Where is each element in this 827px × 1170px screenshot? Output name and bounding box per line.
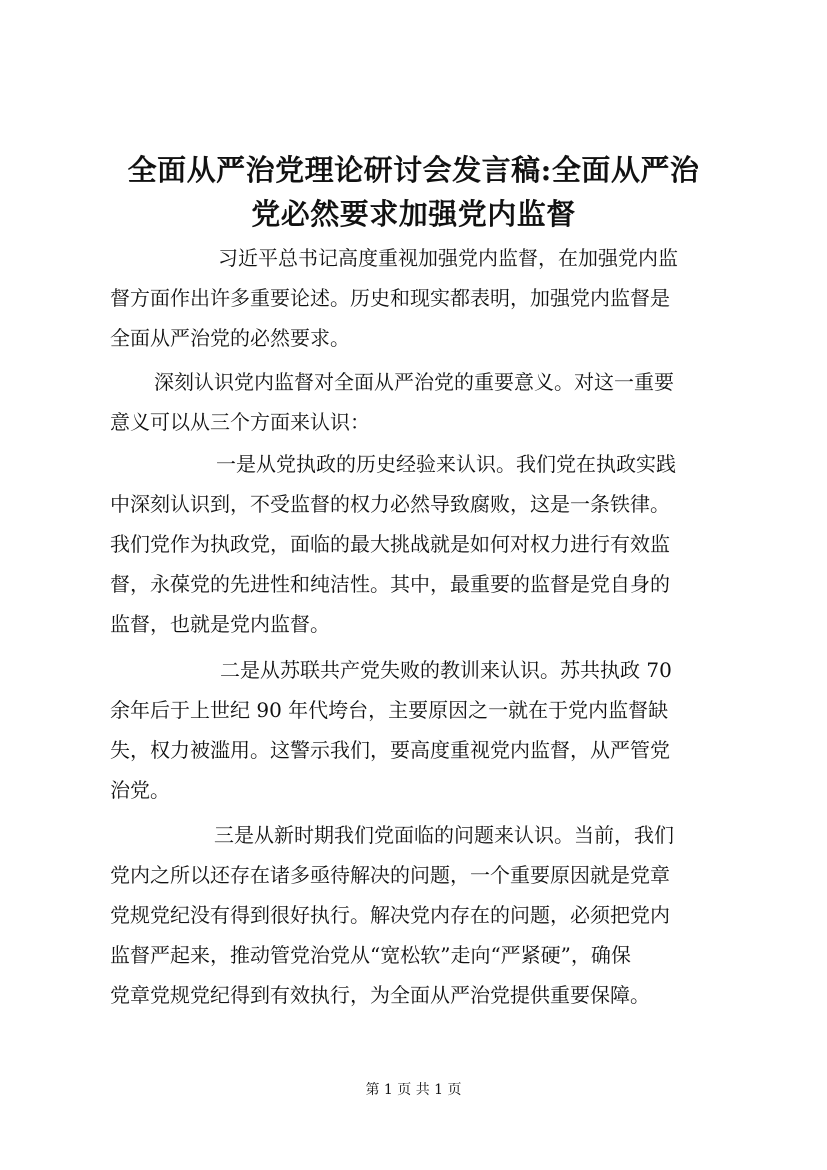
paragraph-1	[110, 238, 730, 358]
paragraph-line: 二是从苏联共产党失败的教训来认识。苏共执政 70	[220, 658, 672, 682]
paragraph-line: 一是从党执政的历史经验来认识。我们党在执政实践	[216, 452, 676, 476]
paragraph-line: 三是从新时期我们党面临的问题来认识。当前，我们	[214, 823, 674, 847]
paragraph-line: 党章党规党纪得到有效执行，为全面从严治党提供重要保障。	[110, 983, 650, 1007]
paragraph-line: 党规党纪没有得到很好执行。解决党内存在的问题，必须把党内	[110, 903, 670, 927]
paragraph-line: 督方面作出许多重要论述。历史和现实都表明，加强党内监督是	[110, 286, 670, 310]
paragraph-5	[110, 815, 730, 1015]
paragraph-2	[110, 362, 730, 442]
paragraph-line: 深刻认识党内监督对全面从严治党的重要意义。对这一重要	[154, 370, 674, 394]
paragraph-line: 我们党作为执政党，面临的最大挑战就是如何对权力进行有效监	[110, 532, 670, 556]
paragraph-line: 中深刻认识到，不受监督的权力必然导致腐败，这是一条铁律。	[110, 492, 670, 516]
paragraph-3	[110, 444, 730, 644]
title-line-2: 党必然要求加强党内监督	[251, 197, 576, 231]
paragraph-line: 督，永葆党的先进性和纯洁性。其中，最重要的监督是党自身的	[110, 572, 670, 596]
paragraph-line: 意义可以从三个方面来认识：	[110, 410, 370, 434]
paragraph-line: 习近平总书记高度重视加强党内监督，在加强党内监	[218, 246, 678, 270]
title-line-1: 全面从严治党理论研讨会发言稿:全面从严治	[127, 153, 700, 187]
paragraph-line: 监督严起来，推动管党治党从“宽松软”走向“严紧硬”，确保	[110, 943, 631, 967]
paragraph-line: 余年后于上世纪 90 年代垮台，主要原因之一就在于党内监督缺	[110, 698, 669, 722]
paragraph-line: 监督，也就是党内监督。	[110, 612, 330, 636]
paragraph-line: 治党。	[110, 778, 170, 802]
page-number-footer: 第 1 页 共 1 页	[365, 1082, 462, 1098]
paragraph-line: 党内之所以还存在诸多亟待解决的问题，一个重要原因就是党章	[110, 863, 670, 887]
document-title	[90, 148, 737, 236]
paragraph-line: 全面从严治党的必然要求。	[110, 326, 350, 350]
paragraph-line: 失，权力被滥用。这警示我们，要高度重视党内监督，从严管党	[110, 738, 670, 762]
paragraph-4	[110, 650, 730, 810]
